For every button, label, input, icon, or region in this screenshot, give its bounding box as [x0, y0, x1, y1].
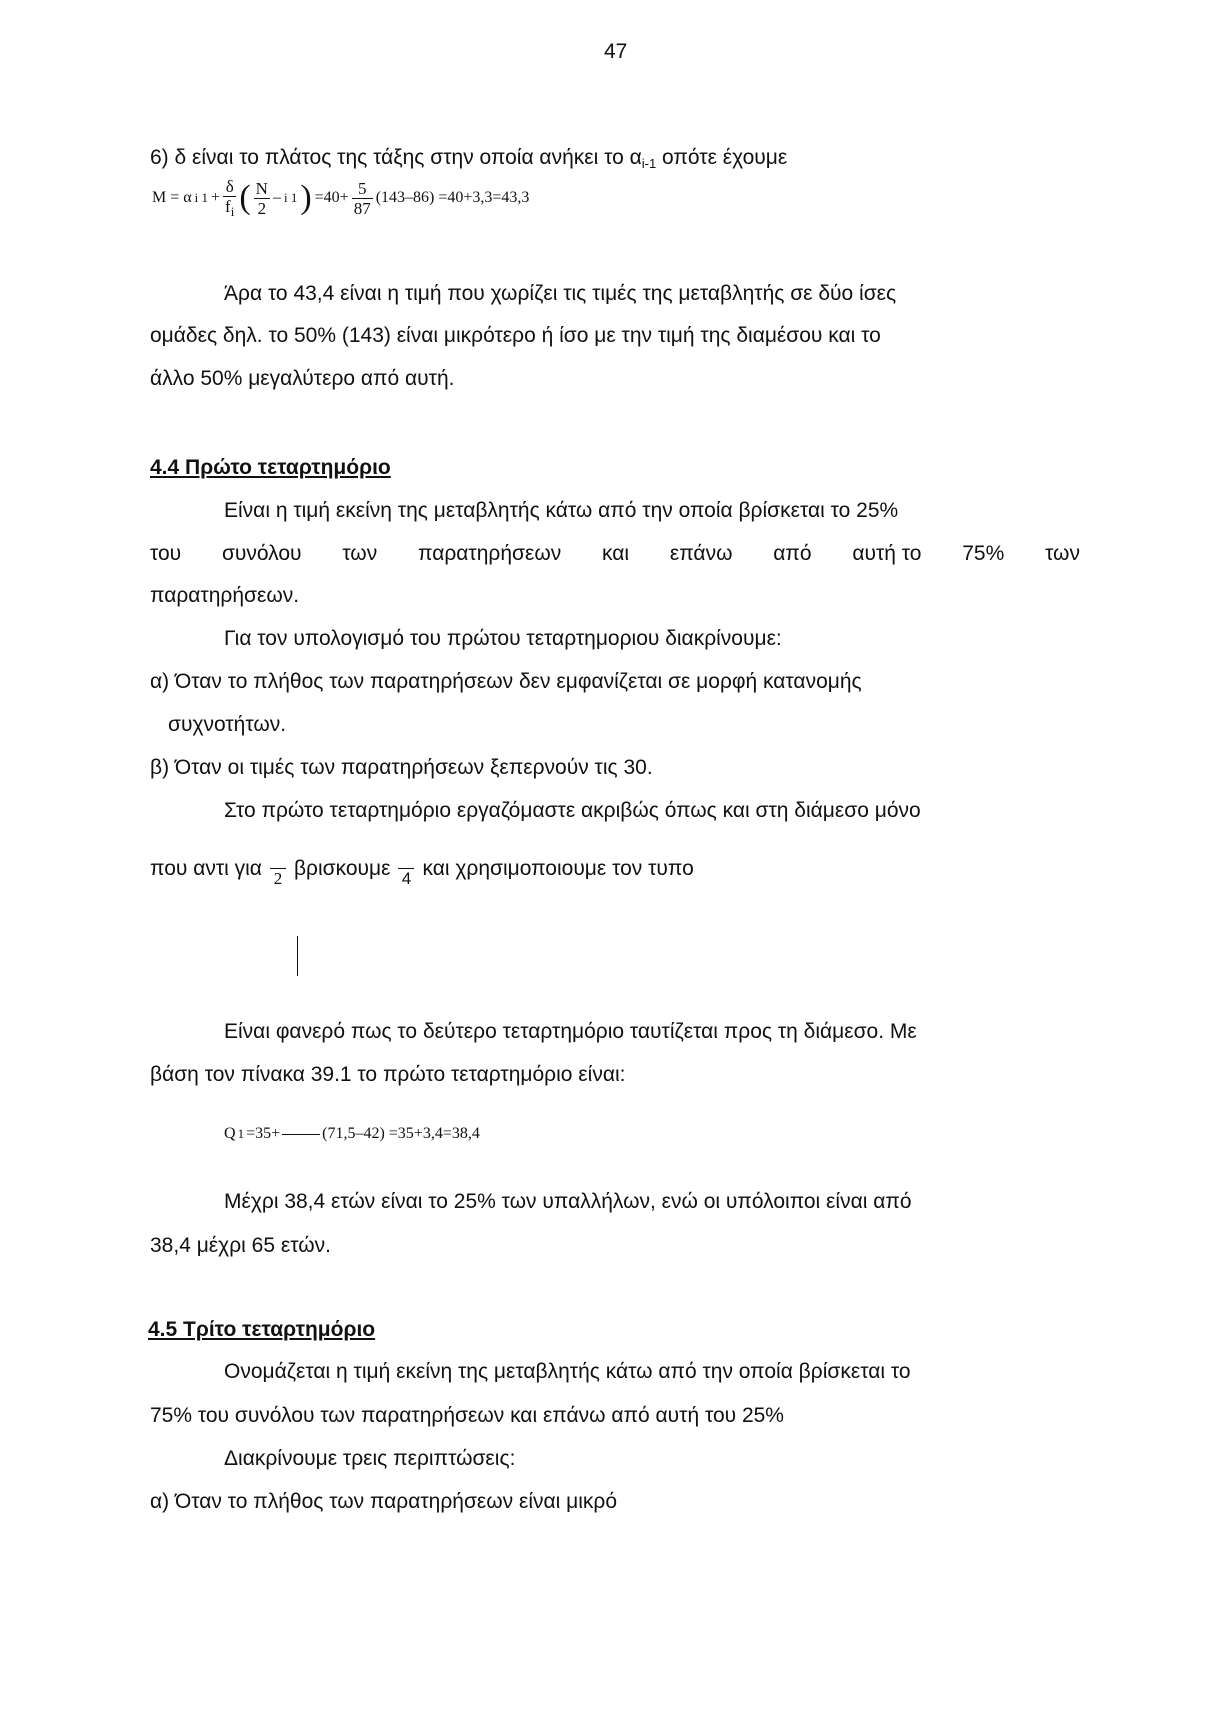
paragraph-line: Άρα το 43,4 είναι η τιμή που χωρίζει τις τιμές της μεταβλητής σε δύο ίσες [224, 282, 897, 305]
fraction-numerator: N [255, 178, 268, 198]
fraction-bar [282, 1134, 320, 1135]
word: από [773, 542, 812, 565]
paragraph-line: 75% του συνόλου των παρατηρήσεων και επάνω από αυτή του 25% [150, 1404, 784, 1427]
paragraph-line: ομάδες δηλ. το 50% (143) είναι μικρότερο ή ίσο με την τιμή της διαμέσου και το [150, 324, 881, 347]
paragraph-line: Μέχρι 38,4 ετών είναι το 25% των υπαλλήλων, ενώ οι υπόλοιποι είναι από [224, 1190, 912, 1213]
fraction-n-over-2 [254, 180, 270, 217]
list-item-a: α) Όταν το πλήθος των παρατηρήσεων δεν εμφανίζεται σε μορφή κατανομής [150, 670, 862, 693]
paragraph-line [150, 146, 787, 171]
fraction-5-over-87 [352, 180, 373, 217]
paragraph-line: παρατηρήσεων. [150, 584, 300, 607]
fraction-over-2 [270, 867, 286, 887]
word: επάνω [669, 542, 733, 565]
right-paren: ) [300, 179, 312, 216]
word: και [602, 542, 630, 565]
paragraph-line: Για τον υπολογισμό του πρώτου τεταρτημοριου διακρίνουμε: [224, 627, 782, 650]
fraction-empty [282, 1133, 320, 1136]
fraction-numerator: 5 [357, 178, 367, 198]
word: των [1045, 542, 1080, 565]
list-item-b: β) Όταν οι τιμές των παρατηρήσεων ξεπερνούν τις 30. [150, 756, 653, 779]
text-span: οπότε έχουμε [656, 146, 788, 169]
formula-result: (143–86) =40+3,3=43,3 [375, 189, 530, 206]
word: 75% [962, 542, 1005, 565]
fraction-denominator: 4 [401, 869, 412, 888]
section-heading: 4.5 Τρίτο τεταρτημόριο [148, 1318, 376, 1341]
formula-result: =40+ [314, 189, 349, 206]
formula-subscript: 1 [237, 1126, 245, 1141]
paragraph-line: άλλο 50% μεγαλύτερο από αυτή. [150, 367, 455, 390]
paragraph-line-with-fractions [150, 857, 694, 887]
fraction-delta-over-f [223, 178, 236, 218]
word: παρατηρήσεων [418, 542, 562, 565]
word: συνόλου [221, 542, 302, 565]
list-item-a: α) Όταν το πλήθος των παρατηρήσεων είναι μικρό [150, 1490, 618, 1513]
paragraph-line: 38,4 μέχρι 65 ετών. [150, 1234, 331, 1257]
formula-lhs: M = α [152, 189, 192, 206]
fraction-denominator: 2 [257, 198, 267, 218]
formula-placeholder-line [297, 936, 298, 976]
formula-text: =35+ [246, 1125, 281, 1142]
paragraph-line: Στο πρώτο τεταρτημόριο εργαζόμαστε ακριβώς όπως και στη διάμεσο μόνο [224, 799, 921, 822]
paragraph-line-justified [150, 542, 1080, 566]
fraction-over-4 [398, 867, 414, 887]
word: αυτή το [852, 542, 922, 565]
formula-plus: + [211, 189, 221, 206]
formula-lhs: Q [224, 1125, 236, 1142]
fraction-denominator: 87 [353, 198, 371, 218]
text-span: 6) δ είναι το πλάτος της τάξης στην οποία ανήκει το α [150, 146, 642, 169]
subscript: i-1 [641, 156, 657, 171]
fraction-denominator: 2 [273, 869, 283, 888]
text-span: και χρησιμοποιουμε τον τυπο [422, 857, 694, 880]
left-paren: ( [239, 179, 251, 216]
fraction-denominator: $f_i$ [225, 197, 235, 219]
formula-subscript: i 1 [283, 190, 298, 205]
q1-formula [224, 1125, 480, 1143]
fraction-numerator: δ [225, 177, 234, 196]
formula-subscript: i 1 [194, 190, 209, 205]
list-item-a-continued: συχνοτήτων. [168, 713, 287, 736]
paragraph-line: Είναι φανερό πως το δεύτερο τεταρτημόριο ταυτίζεται προς τη διάμεσο. Με [224, 1020, 917, 1043]
word: των [342, 542, 378, 565]
text-span: που αντι για [150, 857, 262, 880]
page-number: 47 [604, 40, 628, 63]
paragraph-line: βάση τον πίνακα 39.1 το πρώτο τεταρτημόριο είναι: [150, 1063, 626, 1086]
formula-text: (71,5–42) =35+3,4=38,4 [322, 1125, 480, 1142]
paragraph-line: Διακρίνουμε τρεις περιπτώσεις: [224, 1447, 516, 1470]
paragraph-line: Ονομάζεται η τιμή εκείνη της μεταβλητής κάτω από την οποία βρίσκεται το [224, 1360, 911, 1383]
text-span: βρισκουμε [293, 857, 391, 880]
median-formula [152, 178, 529, 218]
formula-minus: – [272, 189, 281, 206]
paragraph-line: Είναι η τιμή εκείνη της μεταβλητής κάτω από την οποία βρίσκεται το 25% [224, 499, 899, 522]
section-heading: 4.4 Πρώτο τεταρτημόριο [150, 456, 391, 479]
word: του [150, 542, 182, 565]
